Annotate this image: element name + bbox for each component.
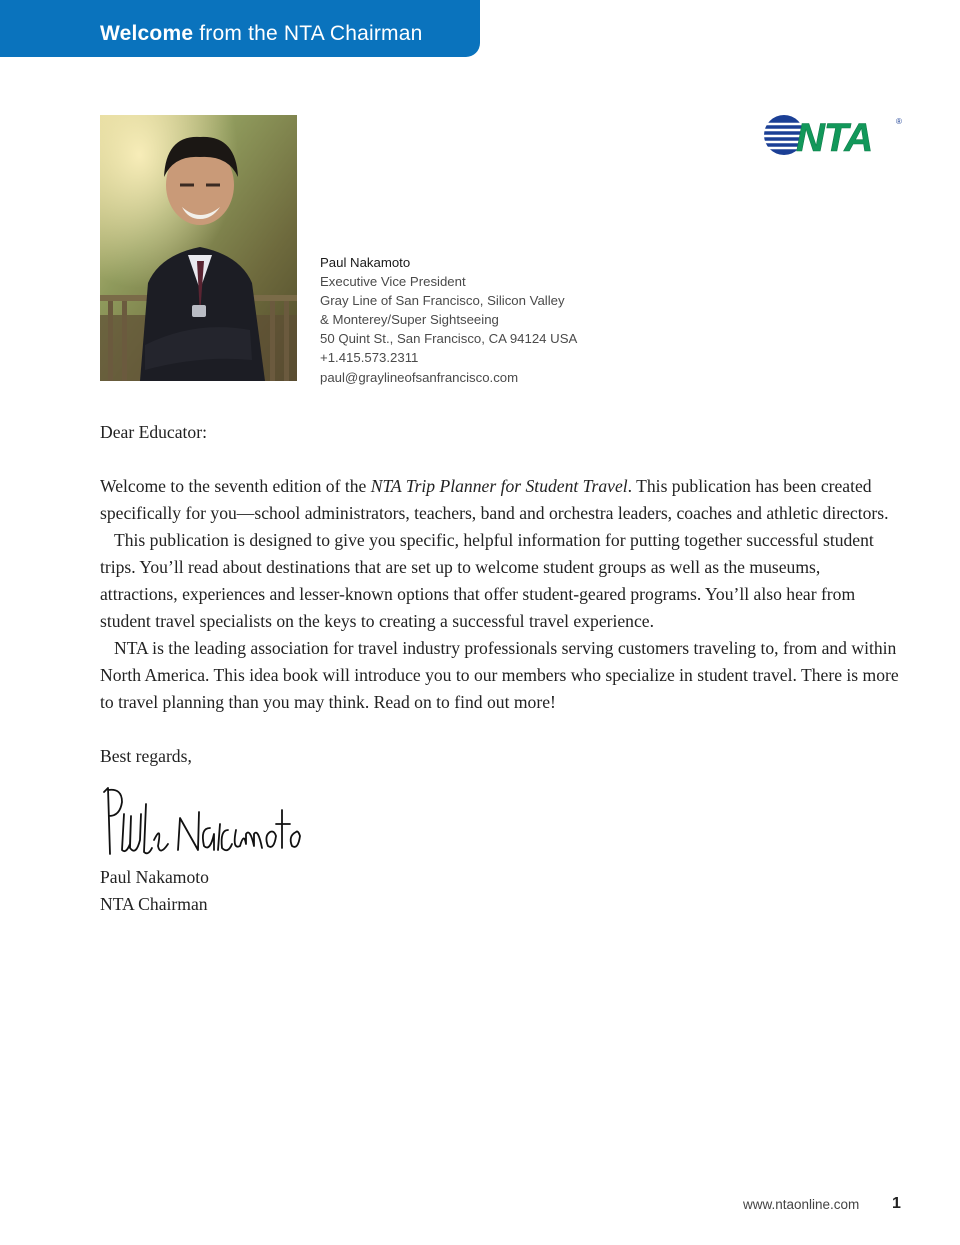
paragraph-1-end: . This publication has been created specifically for you—school administrators, teachers, band and orchestra leaders, coaches and athletic directors. (100, 476, 889, 523)
footer-url[interactable]: www.ntaonline.com (743, 1197, 860, 1212)
page-title (100, 22, 422, 46)
signer-title: NTA Chairman (100, 894, 208, 914)
salutation: Dear Educator: (100, 422, 207, 442)
contact-company-line1: Gray Line of San Francisco, Silicon Valley (320, 293, 565, 309)
contact-company-line2: & Monterey/Super Sightseeing (320, 312, 499, 328)
contact-phone: +1.415.573.2311 (320, 350, 419, 366)
page-title-rest: from the NTA Chairman (199, 22, 423, 45)
chairman-photo (100, 115, 297, 381)
contact-title: Executive Vice President (320, 274, 466, 290)
contact-address: 50 Quint St., San Francisco, CA 94124 USA (320, 331, 578, 347)
paragraph-1-start: Welcome to the seventh edition of the (100, 476, 371, 496)
closing: Best regards, (100, 746, 192, 766)
nta-logo (760, 112, 905, 158)
page-number: 1 (892, 1195, 901, 1212)
contact-name: Paul Nakamoto (320, 255, 411, 270)
contact-block (320, 253, 680, 387)
nta-logo-text: NTA (796, 116, 873, 158)
signer-name: Paul Nakamoto (100, 867, 209, 887)
signature (100, 784, 310, 864)
paragraph-3: NTA is the leading association for travel industry professionals serving customers traveling to, from and within North America. This idea book will introduce you to our members who specialize in student travel. There is more to travel planning than you may think. Read on to find out more! (100, 638, 899, 712)
page-title-bold: Welcome (100, 22, 194, 45)
registered-mark: ® (896, 117, 902, 126)
contact-email[interactable]: paul@graylineofsanfrancisco.com (320, 369, 519, 385)
paragraph-2: This publication is designed to give you specific, helpful information for putting together successful student trips. You’ll read about destinations that are set up to welcome student groups as well as the museums, attractions, experiences and lesser-known options that offer student-geared programs. You’ll also hear from student travel specialists on the keys to creating a successful travel experience. (100, 530, 874, 631)
letter-body (100, 419, 902, 918)
publication-title: NTA Trip Planner for Student Travel (370, 476, 628, 496)
paragraph-1 (100, 473, 902, 527)
